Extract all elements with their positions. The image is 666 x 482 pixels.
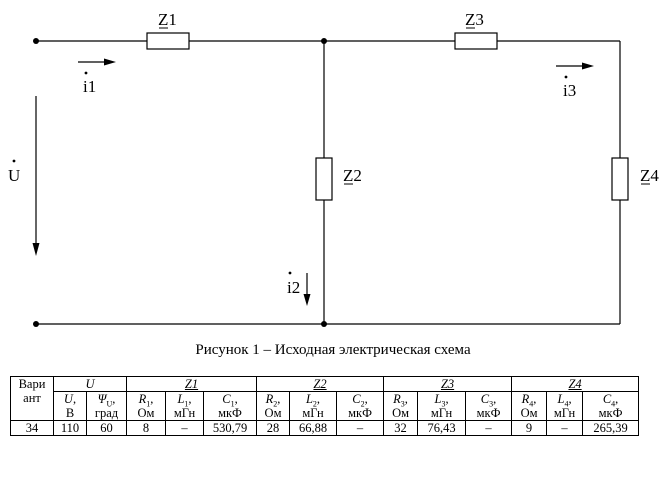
cell-value-5: 28 [257,421,290,436]
i2-arrowhead [304,294,311,306]
cell-value-2: 8 [127,421,166,436]
node-bottom-left [33,321,39,327]
header-param-7: $C_2$, мкФ [337,392,384,421]
z1-resistor [147,33,189,49]
z4-resistor [612,158,628,200]
u-label: U [8,166,21,185]
header-z2: Z2 [257,377,384,392]
header-param-11: $R_4$, Ом [512,392,547,421]
i3-label: i3 [563,81,577,100]
cell-value-1: 60 [87,421,127,436]
header-z4: Z4 [512,377,639,392]
z1-label: Z1 [158,10,177,29]
header-param-1: $\Psi_U$, град [87,392,127,421]
header-param-6: $L_2$, мГн [290,392,337,421]
cell-value-7: – [337,421,384,436]
header-param-5: $R_2$, Ом [257,392,290,421]
header-u: U [54,377,127,392]
table-data-row [11,421,639,436]
header-param-12: $L_4$, мГн [547,392,583,421]
i2-dot [289,272,292,275]
z3-label: Z3 [465,10,484,29]
parameters-table [10,376,639,436]
i1-arrowhead [104,59,116,66]
u-arrowhead [33,243,40,256]
cell-value-12: – [547,421,583,436]
node-bottom-mid [321,321,327,327]
u-dot [13,160,16,163]
cell-value-8: 32 [384,421,418,436]
i1-dot [85,72,88,75]
i3-dot [565,76,568,79]
cell-value-10: – [466,421,512,436]
node-top-left [33,38,39,44]
header-param-0: U, В [54,392,87,421]
z2-label: Z2 [343,166,362,185]
i3-arrowhead [582,63,594,70]
header-param-3: $L_1$, мГн [166,392,204,421]
figure-caption: Рисунок 1 – Исходная электрическая схема [195,342,471,358]
cell-value-11: 9 [512,421,547,436]
z3-resistor [455,33,497,49]
cell-value-9: 76,43 [418,421,466,436]
z2-resistor [316,158,332,200]
header-variant: Вари ант [11,377,54,421]
table-header-row-2 [11,392,639,421]
node-top-mid [321,38,327,44]
header-param-2: $R_1$, Ом [127,392,166,421]
header-param-9: $L_3$, мГн [418,392,466,421]
cell-value-4: 530,79 [204,421,257,436]
cell-value-0: 110 [54,421,87,436]
cell-variant: 34 [11,421,54,436]
z4-label: Z4 [640,166,659,185]
header-param-8: $R_3$, Ом [384,392,418,421]
header-param-13: $C_4$, мкФ [583,392,639,421]
cell-value-6: 66,88 [290,421,337,436]
i1-label: i1 [83,77,97,96]
header-z1: Z1 [127,377,257,392]
cell-value-13: 265,39 [583,421,639,436]
header-param-4: $C_1$, мкФ [204,392,257,421]
table-header-row-1 [11,377,639,392]
header-param-10: $C_3$, мкФ [466,392,512,421]
header-z3: Z3 [384,377,512,392]
i2-label: i2 [287,278,301,297]
cell-value-3: – [166,421,204,436]
